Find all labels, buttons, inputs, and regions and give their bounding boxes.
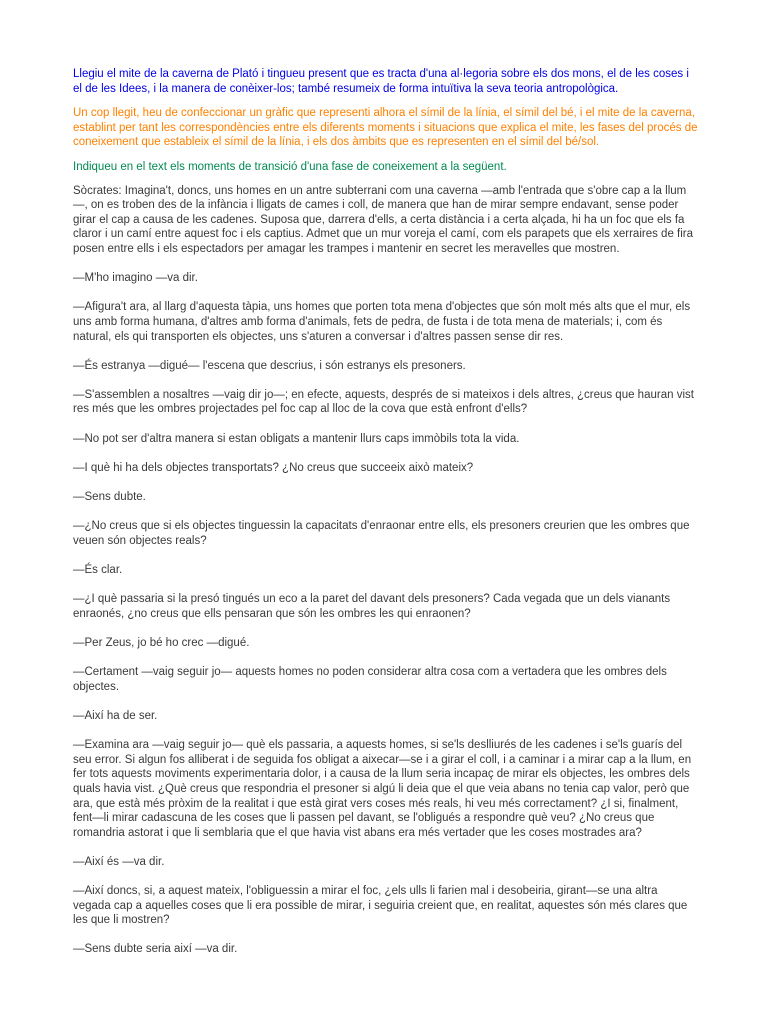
text-paragraph: —Així doncs, si, a aquest mateix, l'obliguessin a mirar el foc, ¿els ulls li farien mal i desobeiria, girant—se una altra vegada cap a aquelles coses que li era possible de mirar, i seguiria creient que, en realitat, aquestes són més clares que les que li mostren?	[73, 885, 688, 927]
text-paragraph: —Per Zeus, jo bé ho crec —digué.	[73, 636, 250, 649]
text-paragraph: —Sens dubte.	[73, 491, 146, 504]
text-paragraph: —Certament —vaig seguir jo— aquests homes no poden considerar altra cosa com a vertadera que les ombres dels objectes.	[73, 666, 667, 693]
text-paragraph: —Afigura't ara, al llarg d'aquesta tàpia, uns homes que porten tota mena d'objectes que són molt més alts que el mur, els uns amb forma humana, d'altres amb forma d'animals, fets de pedra, de fusta i de tota mena de materials; i, com és natural, els qui transporten els objectes, uns s'aturen a conversar i d'altres passen sense dir res.	[73, 301, 691, 343]
text-paragraph: —No pot ser d'altra manera si estan obligats a mantenir llurs caps immòbils tota la vida.	[73, 432, 520, 445]
text-paragraph: —Així ha de ser.	[73, 709, 158, 722]
text-paragraph: —¿I què passaria si la presó tingués un eco a la paret del davant dels presoners? Cada vegada que un dels vianants enraonés, ¿no creus que ells pensaran que són les ombres les qui enraonen?	[73, 593, 671, 620]
text-paragraph: —Examina ara —vaig seguir jo— què els passaria, a aquests homes, si se'ls deslliurés de les cadenes i se'ls guarís del seu error. Si algun fos alliberat i de seguida fos obligat a aixecar—se i a girar el coll, i a caminar i a mirar cap a la llum, en fer tots aquests moviments experimentaria dolor, i a causa de la llum seria incapaç de mirar els objectes, les ombres dels quals havia vist. ¿Què creus que respondria el presoner si algú li deia que el que veia abans no tenia cap valor, però que ara, que està més pròxim de la realitat i que està girat vers coses més reals, hi veu més correctament? ¿I si, finalment, fent—li mirar cadascuna de les coses que li passen pel davant, se l'obligués a respondre què veu? ¿No creus que romandria astorat i que li semblaria que el que havia vist abans era més vertader que les coses mostrades ara?	[73, 739, 692, 839]
text-paragraph: —Així és —va dir.	[73, 855, 165, 868]
text-paragraph: —¿No creus que si els objectes tinguessin la capacitats d'enraonar entre ells, els presoners creurien que les ombres que veuen són objectes reals?	[73, 520, 690, 547]
text-paragraph: —És estranya —digué— l'escena que descrius, i són estranys els presoners.	[73, 359, 466, 372]
text-paragraph: Sòcrates: Imagina't, doncs, uns homes en un antre subterrani com una caverna —amb l'entrada que s'obre cap a la llum —, on es troben des de la infància i lligats de cames i coll, de manera que han de mirar sempre endavant, sense poder girar el cap a causa de les cadenes. Suposa que, darrera d'ells, a certa distància i a certa alçada, hi ha un foc que els fa claror i un camí entre aquest foc i els captius. Admet que un mur voreja el camí, com els parapets que els xerraires de fira posen entre ells i els espectadors per amagar les trampes i mantenir en secret les meravelles que mostren.	[73, 184, 694, 255]
text-paragraph: —S'assemblen a nosaltres —vaig dir jo—; en efecte, aquests, després de si mateixos i dels altres, ¿creus que hauran vist res més que les ombres projectades pel foc cap al lloc de la cova que està enfront d'ells?	[73, 388, 694, 416]
text-paragraph: —I què hi ha dels objectes transportats? ¿No creus que succeeix això mateix?	[73, 461, 474, 474]
instruction-make-graphic: Un cop llegit, heu de confeccionar un gràfic que representi alhora el símil de la línia, el símil del bé, i el mite de la caverna, establint per tant les correspondències entre els diferents moments i situacions que explica el mite, les fases del procés de coneixement que estableix el símil de la línia, i els dos àmbits que es representen en el símil del bé/sol.	[73, 107, 698, 149]
instruction-read-myth: Llegiu el mite de la caverna de Plató i tingueu present que es tracta d'una al·legoria sobre els dos mons, el de les coses i el de les Idees, i la manera de conèixer-los; també resumeix de forma intuïtiva la seva teoria antropològica.	[73, 68, 689, 95]
instruction-mark-transitions: Indiqueu en el text els moments de transició d'una fase de coneixement a la següent.	[73, 160, 507, 173]
document-page	[73, 67, 698, 972]
text-paragraph: —Sens dubte seria així —va dir.	[73, 943, 238, 956]
text-paragraph: —És clar.	[73, 564, 123, 576]
text-paragraph: —M'ho imagino —va dir.	[73, 272, 198, 285]
